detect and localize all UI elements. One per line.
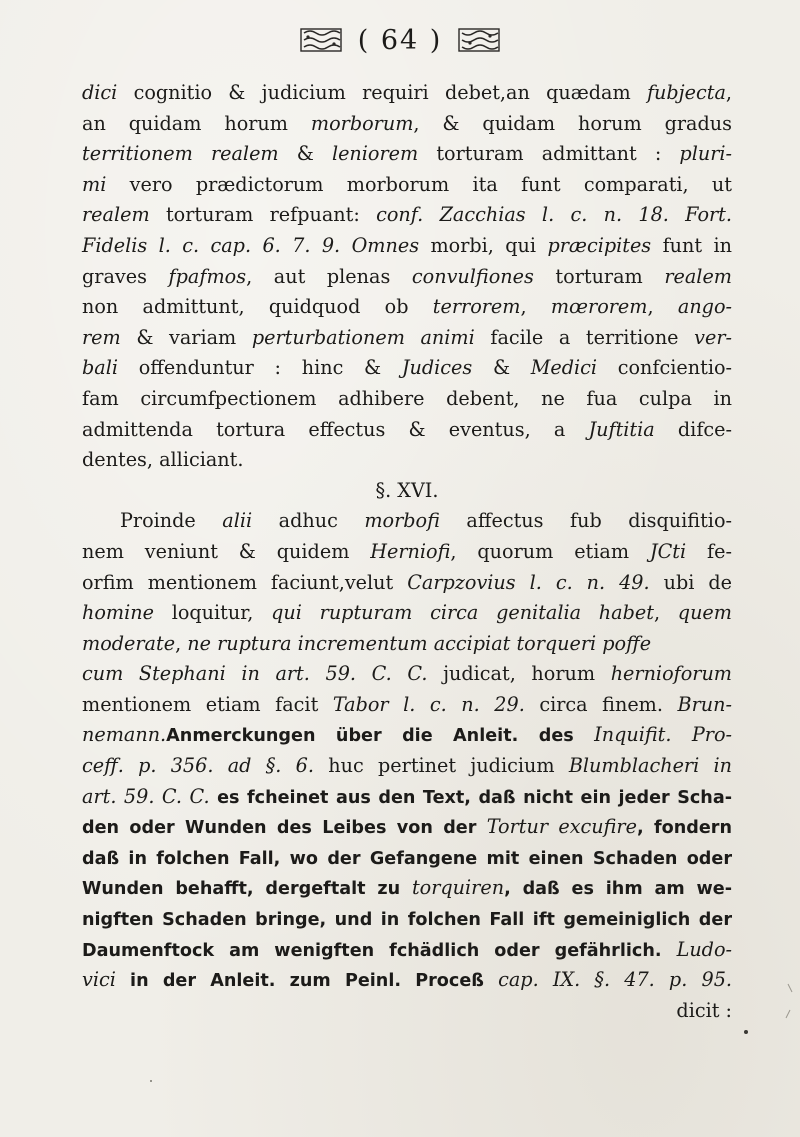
text-line [82,537,732,568]
text-run: loquitur, [153,601,272,625]
italic-text: Juftitia [588,417,655,441]
text-run: , aut plenas [246,264,412,288]
italic-text: hernioforum [610,662,732,686]
text-run: , quorum etiam [450,539,650,563]
text-run: offenduntur : hinc & [118,356,402,380]
text-run: & [278,142,332,166]
italic-text: Inquifit. Pro- [594,723,732,747]
text-run: funt in [651,233,732,257]
text-run: affectus fub disquifitio- [439,509,732,533]
fraktur-text: Wunden behafft, dergeftalt zu [82,879,412,900]
text-line [82,843,732,874]
italic-text: vici [82,968,116,992]
italic-text: perturbationem animi [251,325,475,349]
text-run [574,723,594,746]
text-run: graves [82,264,169,288]
page-header [0,14,800,66]
text-run: morbi, qui [419,233,548,257]
text-run: judicat, horum [427,662,611,686]
italic-text: morbofi [364,509,440,533]
text-run: orfim mentionem faciunt,velut [82,570,408,594]
ink-speck [150,1080,152,1082]
italic-text: realem [664,264,732,288]
text-line [82,292,732,323]
text-line [82,873,732,904]
text-run: §. XVI. [375,478,439,502]
text-run [340,234,351,257]
text-line [82,659,732,690]
text-run: fam circumfpectionem adhibere debent, ne fua culpa in [82,386,732,410]
italic-text: ango- [677,295,732,319]
italic-text: ceff. p. 356. ad §. 6. [82,754,314,778]
italic-text: torquiren [411,876,505,900]
text-line [82,170,732,201]
text-run: nem veniunt & quidem [82,539,371,563]
text-run: admittenda tortura effectus & eventus, a [82,417,589,441]
text-line [82,782,732,813]
italic-text: Herniofi [370,539,451,563]
italic-text: art. 59. C. C. [82,784,210,808]
text-run: adhuc [252,509,365,533]
fraktur-text: in der Anleit. zum Peinl. Proceß [115,971,499,992]
fraktur-text: , fondern [636,818,732,839]
text-line [82,965,732,996]
italic-text: pluri- [679,142,732,166]
text-line [82,629,732,660]
fraktur-text: daß in folchen Fall, wo der Gefangene mit einen Schaden oder [82,848,732,869]
left-ornament-icon [298,25,344,55]
italic-text: mi [82,172,107,196]
text-run: cognitio & judicium requiri debet,an quædam [117,81,647,104]
italic-text: Medici [530,356,598,380]
text-run: an quidam horum [82,111,311,135]
italic-text: Brun- [677,692,732,716]
text-run: & [472,356,531,380]
italic-text: realem [82,203,150,227]
fraktur-text: nigften Schaden bringe, und in folchen Fall ift gemeiniglich der [82,910,732,931]
italic-text: cap. IX. §. 47. p. 95. [498,968,733,992]
text-run: torturam admittant : [418,142,680,166]
text-run: fe- [686,539,732,563]
text-line [82,231,732,262]
text-run: mentionem etiam facit [82,692,333,716]
italic-text: territionem realem [82,142,279,166]
italic-text: nemann. [82,723,167,747]
text-run: dicit : [676,998,732,1022]
text-line [82,935,732,966]
italic-text: Fidelis l. c. cap. 6. 7. 9. [82,233,341,257]
text-line [82,476,732,507]
text-line [82,904,732,935]
fraktur-text: , daß es ihm am we- [504,879,733,900]
text-run: vero prædictorum morborum ita funt comparati, ut [106,172,732,196]
text-line [82,262,732,293]
text-run: Proinde [120,509,223,533]
text-line [82,323,732,354]
text-run: & variam [120,325,252,349]
text-line [82,109,732,140]
right-ornament-icon [456,25,502,55]
text-run: difce- [654,417,732,441]
page-number: ( 64 ) [357,24,443,56]
text-line [82,568,732,599]
italic-text: convulfiones [411,264,534,288]
text-line [82,139,732,170]
text-run: , [653,601,678,625]
text-line [82,384,732,415]
italic-text: rem [82,325,121,349]
text-run: confcientio- [597,356,732,380]
italic-text: Tabor l. c. n. 29. [332,692,525,716]
text-line [82,812,732,843]
italic-text: Omnes [351,233,420,257]
text-line [82,996,732,1027]
italic-text: homine [82,601,154,625]
italic-text: fubjecta [646,81,726,104]
text-line [82,445,732,476]
text-line [82,78,732,109]
italic-text: Ludo- [676,937,732,961]
text-line [82,598,732,629]
italic-text: morborum [310,111,414,135]
italic-text: conf. Zacchias l. c. n. 18. Fort. [376,203,732,227]
text-line [82,506,732,537]
italic-text: ver- [694,325,732,349]
text-line [82,353,732,384]
italic-text: alii [222,509,253,533]
body-text [82,78,732,1026]
italic-text: Carpzovius l. c. n. 49. [407,570,650,594]
italic-text: dici [82,81,118,104]
text-run: huc pertinet judicium [314,754,569,778]
margin-mark [764,980,794,1020]
text-run: torturam refpuant: [149,203,377,227]
fraktur-text: Daumenftock am wenigften fchädlich oder gefährlich. [82,940,677,961]
fraktur-text: es fcheinet aus den Text, daß nicht ein jeder Scha- [209,787,732,808]
italic-text: ne ruptura incrementum accipiat torqueri poffe [187,631,652,655]
text-run: , [647,295,678,319]
text-run: ubi de [649,570,732,594]
italic-text: quem [677,601,732,625]
text-run: , [520,295,551,319]
text-line [82,200,732,231]
text-run: circa finem. [524,692,678,716]
italic-text: JCti [649,539,687,563]
text-run: dentes, alliciant. [82,448,244,472]
italic-text: præcipites [547,233,652,257]
italic-text: mœrorem [550,295,648,319]
italic-text: fpafmos [168,264,247,288]
italic-text: qui rupturam circa genitalia habet [271,601,654,625]
text-line [82,415,732,446]
fraktur-text: Anmerckungen über die Anleit. des [166,726,574,747]
text-line [82,690,732,721]
text-run: facile a territione [474,325,695,349]
text-run: non admittunt, quidquod ob [82,295,433,319]
text-run: , [175,631,188,655]
text-run: , [725,81,732,104]
italic-text: cum Stephani in art. 59. C. C. [82,662,428,686]
italic-text: terrorem [432,295,521,319]
italic-text: moderate [82,631,176,655]
italic-text: Judices [401,356,473,380]
italic-text: Blumblacheri in [568,754,732,778]
italic-text: leniorem [331,142,419,166]
text-line [82,751,732,782]
italic-text: bali [82,356,118,380]
text-run: , & quidam horum gradus [413,111,732,135]
italic-text: Tortur excufire [486,815,637,839]
text-run: torturam [533,264,665,288]
text-line [82,720,732,751]
fraktur-text: den oder Wunden des Leibes von der [82,818,487,839]
ink-speck [744,1030,748,1034]
